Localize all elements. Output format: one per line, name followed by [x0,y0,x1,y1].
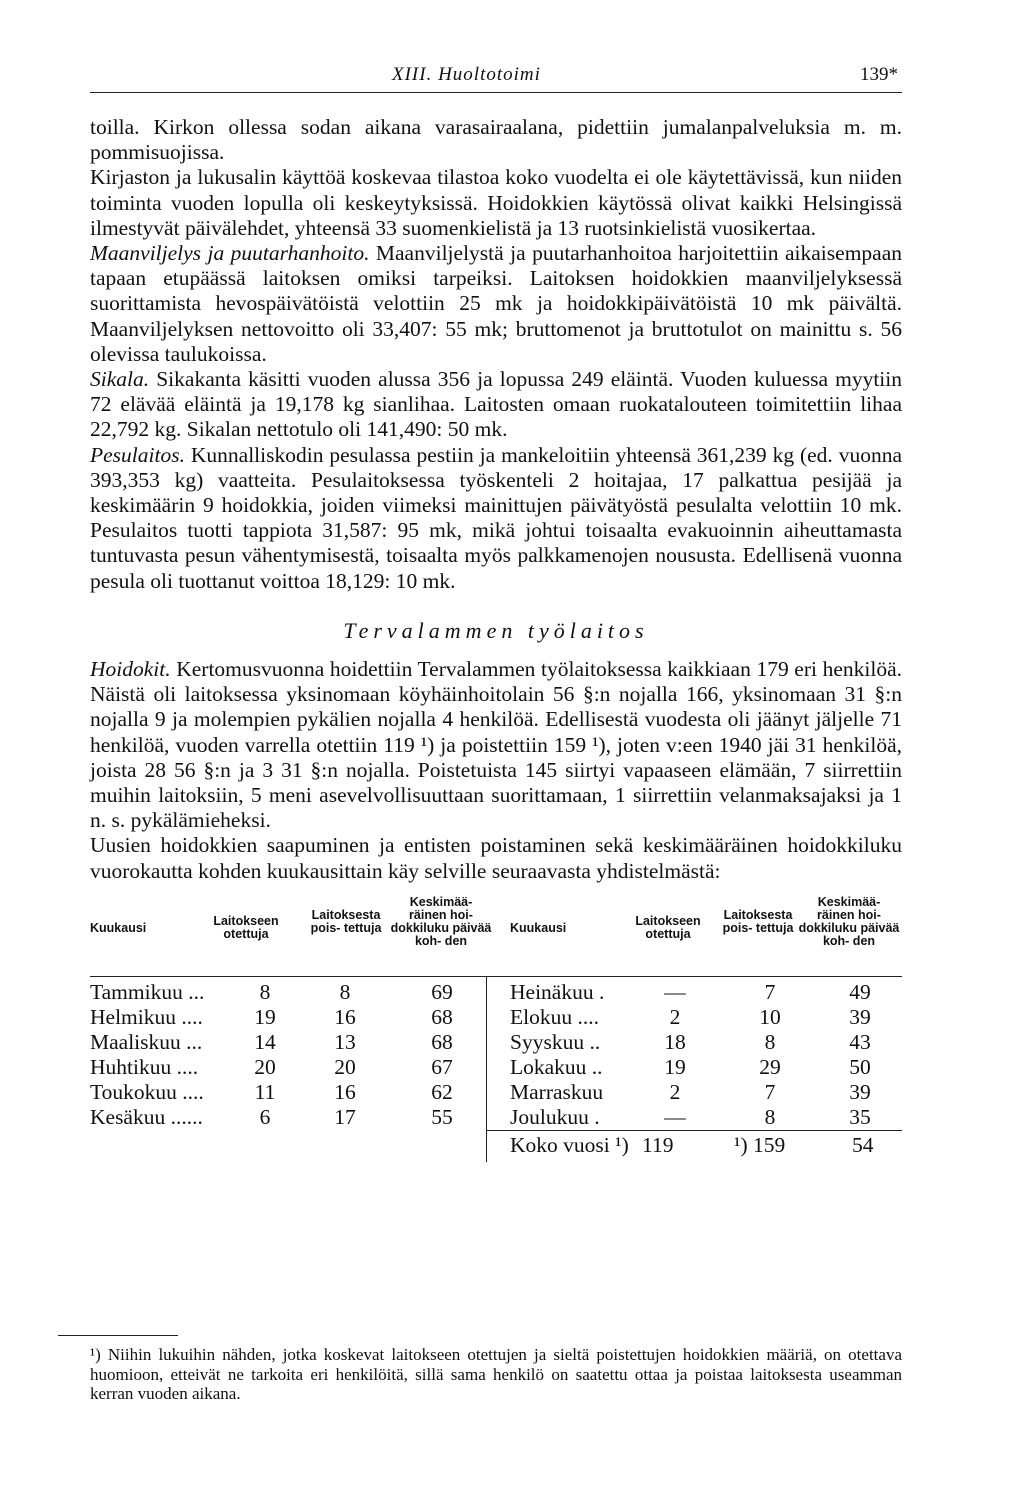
avg-cell: 68 [431,1004,453,1029]
col-head-month: Kuukausi [90,920,147,935]
table-row [90,1055,470,1080]
out-cell: 7 [764,979,776,1004]
table-row [510,980,890,1005]
paragraph-hoidokit: Hoidokit. Kertomusvuonna hoidettiin Tervalammen työlaitoksessa kaikkiaan 179 eri henkilöä. Näistä oli laitoksessa yksinomaan köyhäinhoitolain 56 §:n nojalla 166, yksinomaan 31 §:n nojalla 9 ja molempien pykälien nojalla 4 henkilöä. Edellisestä vuodesta oli jäänyt jäljelle 71 henkilöä, vuoden varrella otettiin 119 ¹) ja poistettiin 159 ¹), joten v:een 1940 jäi 31 henkilöä, joista 28 56 §:n ja 3 31 §:n nojalla. Poistetuista 145 siirtyi vapaaseen elämään, 7 siirrettiin muihin laitoksiin, 5 meni asevelvollisuuttaan suorittamaan, 1 siirrettiin velanmaksajaksi ja 1 n. s. pykälämieheksi. [90,657,902,833]
col-head-in-right: Laitokseen otettuja [635,913,701,941]
footnote-rule [58,1335,178,1336]
col-head-month-right: Kuukausi [510,920,567,935]
out-cell: 7 [764,1079,776,1104]
total-row [510,1133,902,1158]
month-cell: Tammikuu ... [90,979,205,1004]
paragraph-maanviljelys: Maanviljelys ja puutarhanhoito. Maanviljelystä ja puutarhanhoitoa harjoitettiin aikaisempaan tapaan etupäässä laitoksen omiksi tarpeiksi. Laitoksen hoidokkien maanviljelyksessä suorittamista hevospäivätöistä velottiin 25 mk ja hoidokkipäivätöistä 10 mk päivältä. Maanviljelyksen nettovoitto oli 33,407: 55 mk; bruttomenot ja bruttotulot on mainittu s. 56 olevissa taulukoissa. [90,241,903,366]
in-cell: 8 [259,979,271,1004]
table-row [510,1105,890,1130]
in-cell: 2 [669,1004,681,1029]
col-head-avg-right: Keskimää- räinen hoi- dokkiluku päivää koh- den [798,894,900,948]
table-row [510,1080,890,1105]
avg-cell: 67 [431,1054,453,1079]
paragraph-pesulaitos: Pesulaitos. Kunnalliskodin pesulassa pestiin ja mankeloitiin yhteensä 361,239 kg (ed. vuonna 393,353 kg) vaatteita. Pesulaitoksessa työskenteli 2 hoitajaa, 17 palkattua pesijää ja keskimäärin 9 hoidokkia, joiden viimeksi mainittujen päivätyöstä pesulalta velottiin 10 mk. Pesulaitos tuotti tappiota 31,587: 95 mk, mikä johtui toisaalta evakuoinnin aiheuttamasta tuntuvasta pesun vähentymisestä, toisaalta myös palkkamenojen noususta. Edellisenä vuonna pesula oli tuottanut voittoa 18,129: 10 mk. [90,442,902,593]
avg-cell: 69 [431,979,453,1004]
in-cell: 19 [664,1054,686,1079]
month-cell: Marraskuu [510,1079,604,1104]
avg-cell: 62 [431,1079,453,1104]
total-avg: 54 [852,1132,874,1157]
month-cell: Kesäkuu ...... [90,1104,203,1129]
avg-cell: 39 [849,1079,871,1104]
month-cell: Elokuu .... [510,1004,599,1029]
total-out: ¹) 159 [734,1132,786,1157]
out-cell: 16 [334,1079,356,1104]
out-cell: 13 [334,1029,356,1054]
table-row [90,1105,470,1130]
page [90,62,902,1256]
table-row [510,1005,890,1030]
out-cell: 10 [759,1004,781,1029]
in-cell: — [664,979,686,1004]
table-row [90,1005,470,1030]
in-cell: — [664,1104,686,1129]
paragraph-intro-table: Uusien hoidokkien saapuminen ja entisten poistaminen sekä keskimääräinen hoidokkiluku vuorokautta kohden kuukausittain käy selville seuraavasta yhdistelmästä: [90,833,902,883]
col-head-in: Laitokseen otettuja [213,913,279,941]
table-total-rule [486,1130,902,1131]
out-cell: 16 [334,1004,356,1029]
avg-cell: 68 [431,1029,453,1054]
in-cell: 14 [254,1029,276,1054]
footnote: ¹) Niihin lukuihin nähden, jotka koskevat laitokseen otettujen ja sieltä poistettujen hoidokkien määriä, on otettava huomioon, etteivät ne tarkoita eri henkilöitä, sillä sama henkilö on saatettu ottaa ja poistaa laitoksesta useamman kerran vuoden aikana. [90,1345,902,1403]
col-head-avg: Keskimää- räinen hoi- dokkiluku päivää koh- den [390,894,492,948]
out-cell: 8 [764,1104,776,1129]
month-cell: Helmikuu .... [90,1004,203,1029]
avg-cell: 50 [849,1054,871,1079]
month-cell: Heinäkuu . [510,979,605,1004]
paragraph: toilla. Kirkon ollessa sodan aikana varasairaalana, pidettiin jumalanpalveluksia m. m. pommisuojissa. [90,115,902,165]
col-head-out: Laitoksesta pois- tettuja [310,907,382,935]
chapter-title: XIII. Huoltotoimi [392,64,541,85]
out-cell: 8 [764,1029,776,1054]
month-cell: Huhtikuu .... [90,1054,199,1079]
in-cell: 11 [254,1079,276,1104]
out-cell: 20 [334,1054,356,1079]
avg-cell: 55 [431,1104,453,1129]
avg-cell: 49 [849,979,871,1004]
table-row [510,1030,890,1055]
out-cell: 29 [759,1054,781,1079]
table-header-rule [90,976,902,977]
out-cell: 8 [339,979,351,1004]
table-row [90,1080,470,1105]
out-cell: 17 [334,1104,356,1129]
avg-cell: 35 [849,1104,871,1129]
table-row [90,980,470,1005]
in-cell: 19 [254,1004,276,1029]
table-row [90,1030,470,1055]
in-cell: 2 [669,1079,681,1104]
total-in: 119 [642,1132,674,1157]
month-cell: Joulukuu . [510,1104,600,1129]
page-number: 139* [860,64,898,85]
monthly-table [90,896,902,1256]
paragraph: Kirjaston ja lukusalin käyttöä koskevaa tilastoa koko vuodelta ei ole käytettävissä, kun niiden toiminta vuoden lopulla oli keskeytyksissä. Hoidokkien käytössä olivat kaikki Helsingissä ilmestyvät päivälehdet, yhteensä 33 suomenkielistä ja 13 ruotsinkielistä vuosikertaa. [90,165,902,240]
body-text [90,115,902,884]
table-row [510,1055,890,1080]
col-head-out-right: Laitoksesta pois- tettuja [722,907,794,935]
running-header [90,62,902,93]
avg-cell: 39 [849,1004,871,1029]
avg-cell: 43 [849,1029,871,1054]
in-cell: 18 [664,1029,686,1054]
in-cell: 20 [254,1054,276,1079]
month-cell: Maaliskuu ... [90,1029,203,1054]
section-title: Tervalammen työlaitos [343,617,649,643]
table-center-rule [486,976,487,1162]
in-cell: 6 [259,1104,271,1129]
paragraph-sikala: Sikala. Sikakanta käsitti vuoden alussa 356 ja lopussa 249 eläintä. Vuoden kuluessa myytiin 72 elävää eläintä ja 19,178 kg sianlihaa. Laitosten omaan ruokatalouteen toimitettiin lihaa 22,792 kg. Sikalan nettotulo oli 141,490: 50 mk. [90,367,902,442]
month-cell: Lokakuu .. [510,1054,603,1079]
month-cell: Toukokuu .... [90,1079,204,1104]
month-cell: Syyskuu .. [510,1029,601,1054]
total-label: Koko vuosi ¹) [510,1132,629,1157]
